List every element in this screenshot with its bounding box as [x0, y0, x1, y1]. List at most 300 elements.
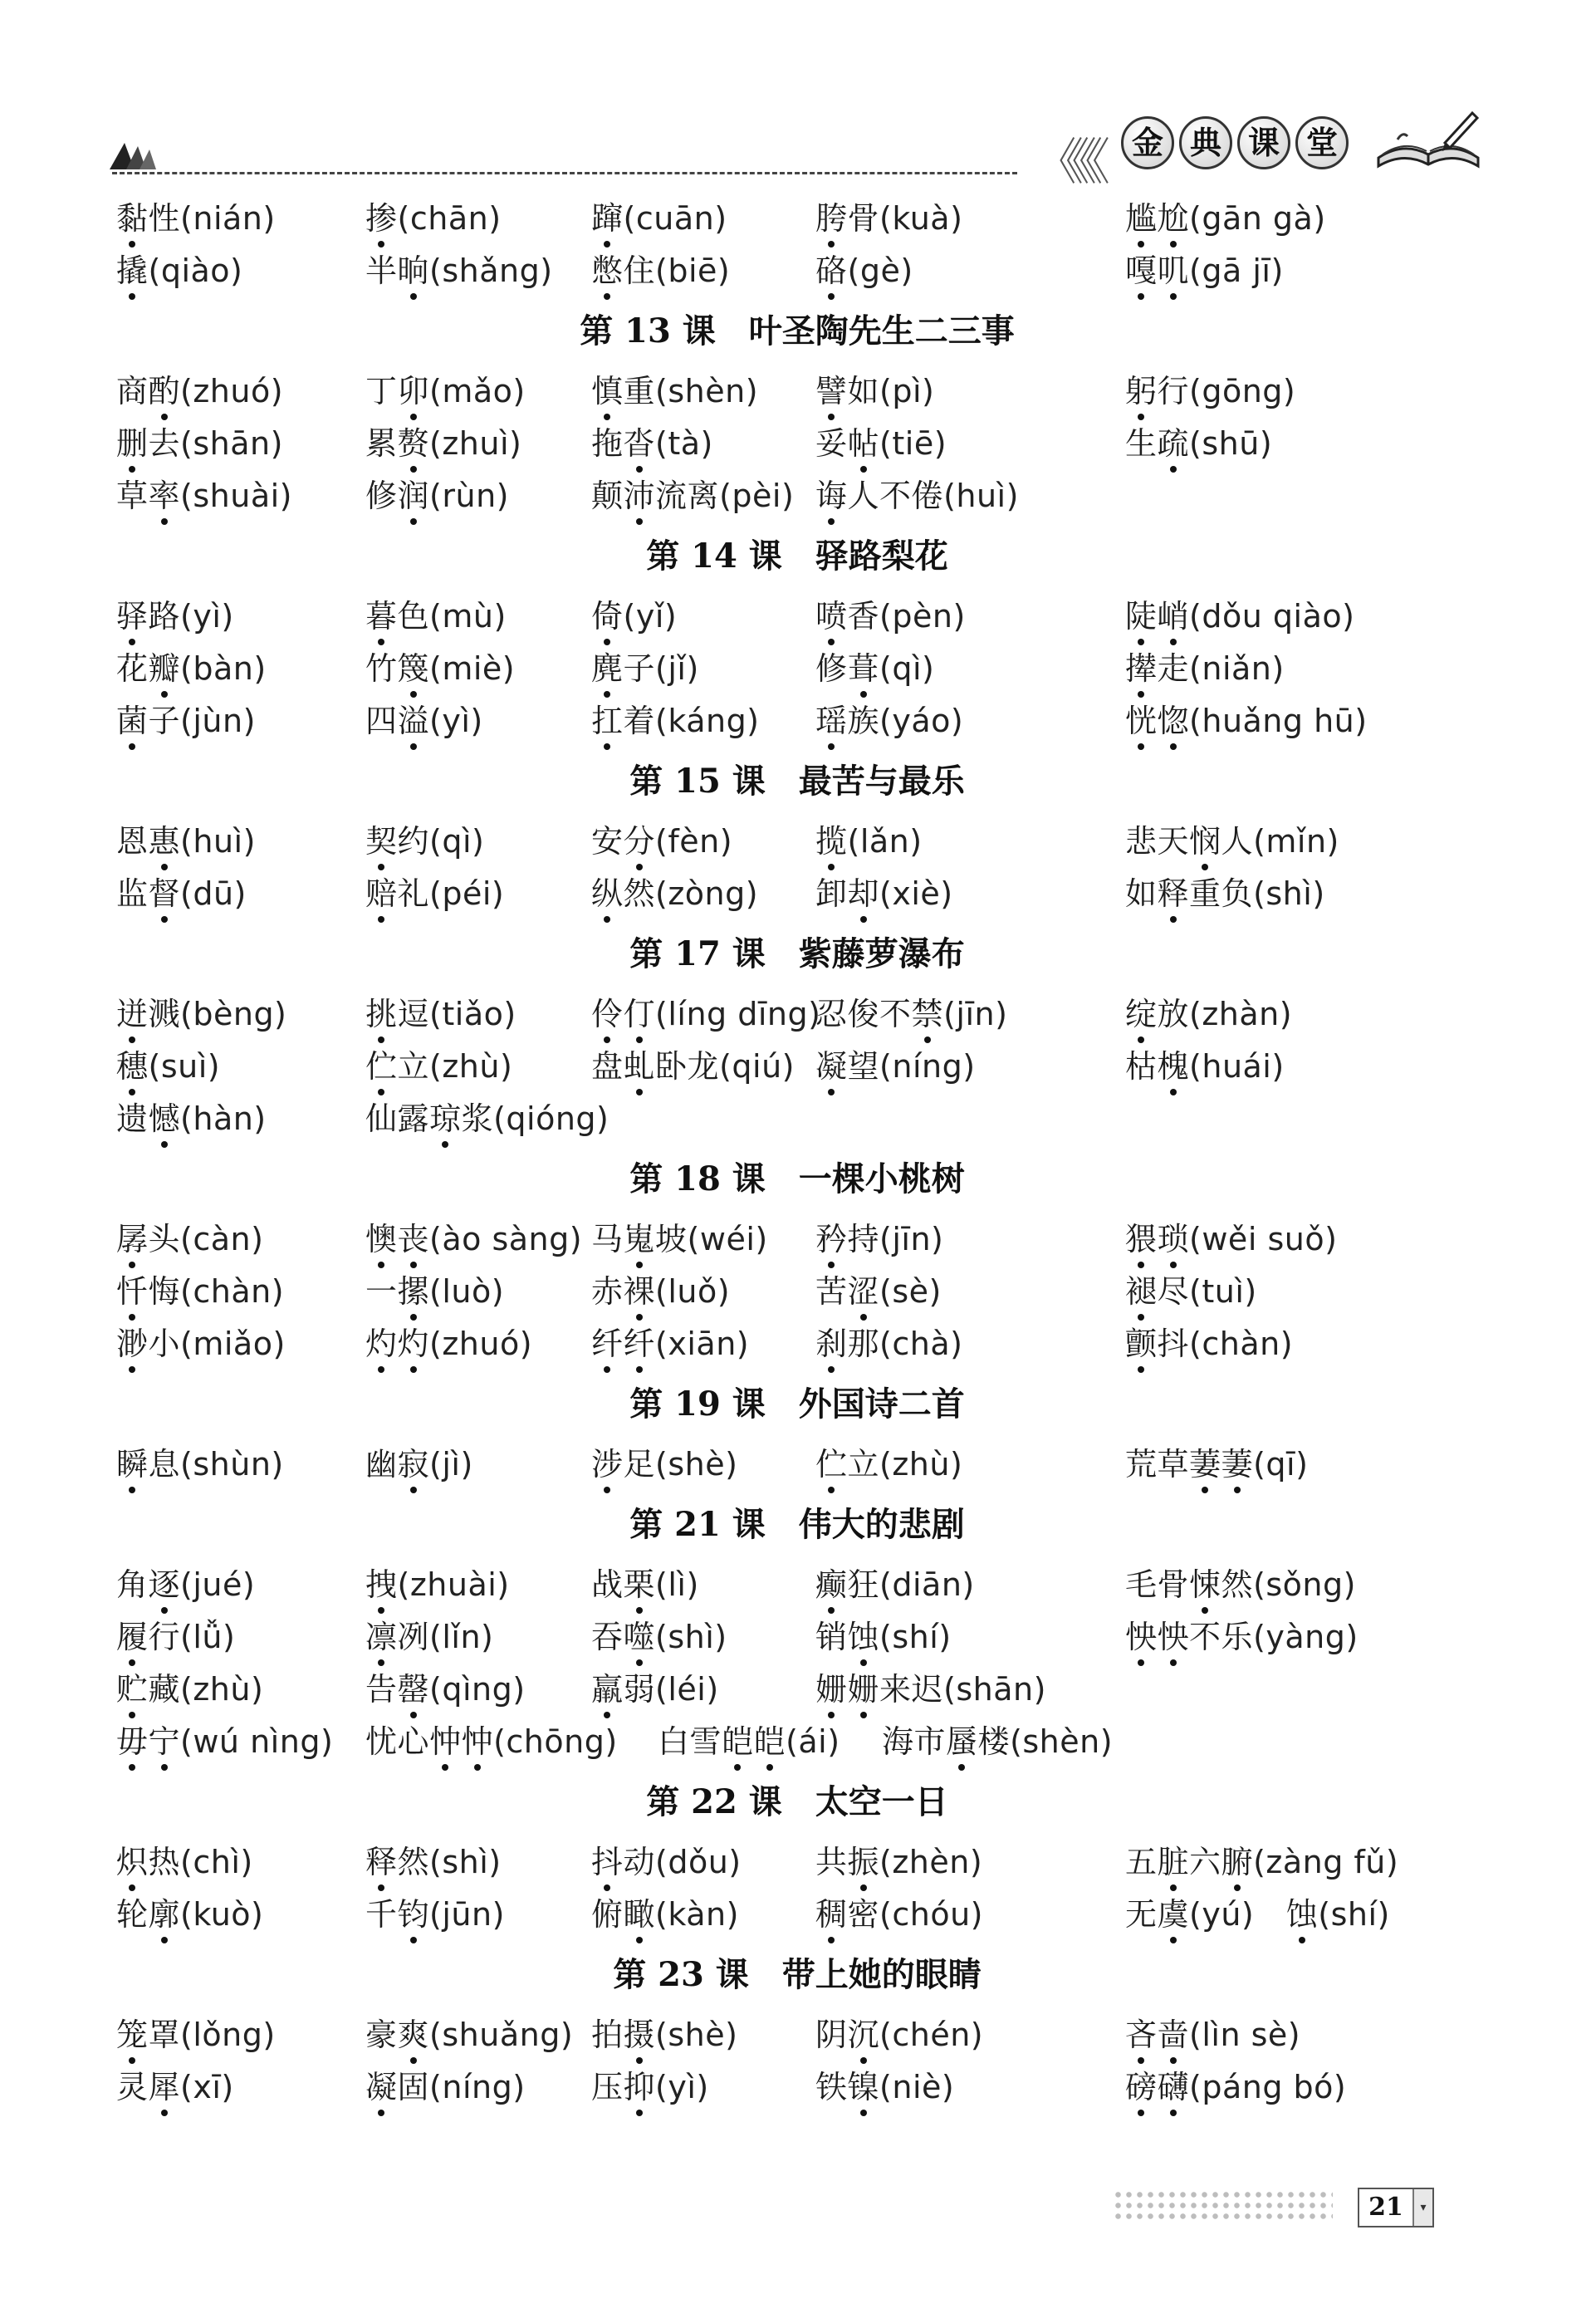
entry-pinyin: (luò): [429, 1273, 505, 1310]
underdot-char: 褪: [1125, 1266, 1158, 1318]
underdot-char: 灼: [365, 1318, 398, 1370]
char: 马: [591, 1221, 624, 1257]
char: 苦: [815, 1273, 848, 1310]
vocab-entry: [815, 1266, 942, 1318]
entry-word: [116, 1446, 180, 1483]
char: 立: [397, 1048, 430, 1085]
entry-pinyin: (huì): [180, 823, 256, 860]
char: 走: [1157, 650, 1190, 687]
underdot-char: 却: [848, 868, 880, 920]
vocab-entry: [365, 695, 483, 747]
vocab-entry: [591, 988, 820, 1041]
char: 路: [148, 598, 181, 635]
footer-dot-pattern: [1113, 2189, 1333, 2223]
underdot-char: 沉: [848, 2009, 880, 2061]
entry-pinyin: (líng dīng): [655, 996, 821, 1032]
underdot-char: 伫: [365, 1041, 398, 1093]
vocab-entry: [815, 591, 966, 643]
char: 负: [1221, 875, 1254, 912]
vocab-entry: [815, 1041, 976, 1093]
entry-word: [815, 200, 879, 237]
char: 重: [1189, 875, 1221, 912]
vocab-entry: [815, 1664, 1046, 1716]
lesson-number: 第 13 课: [580, 311, 716, 350]
underdot-char: 拽: [365, 1559, 398, 1611]
entry-word: [116, 703, 180, 739]
entry-word: [1125, 2017, 1189, 2053]
underdot-char: 惚: [1158, 695, 1190, 747]
underdot-char: 揽: [815, 816, 848, 868]
vocab-entry: [116, 245, 242, 297]
char: 六: [1189, 1844, 1221, 1880]
vocab-entry: [116, 988, 286, 1041]
underdot-char: 毋: [116, 1716, 149, 1768]
char: 立: [847, 1446, 880, 1483]
entry-pinyin: (diān): [879, 1566, 975, 1603]
char: 一: [365, 1273, 398, 1310]
underdot-char: 颤: [1125, 1318, 1158, 1370]
vocab-entry: [365, 1318, 532, 1370]
entry-word: [365, 1100, 493, 1137]
underdot-char: 稠: [815, 1889, 848, 1941]
vocab-row: [116, 988, 1478, 1041]
entry-pinyin: (wěi suǒ): [1189, 1221, 1338, 1257]
entry-word: [365, 200, 398, 237]
vocab-entry: [116, 1438, 284, 1491]
entry-word: [591, 1844, 655, 1880]
entry-pinyin: (shèn): [1010, 1723, 1114, 1760]
entry-word: [365, 252, 429, 289]
entry-pinyin: (yì): [180, 598, 234, 635]
char: 拍: [591, 2017, 624, 2053]
entry-pinyin: (cuān): [623, 200, 727, 237]
underdot-char: 诲: [815, 470, 848, 522]
underdot-char: 磅: [1125, 2061, 1158, 2114]
vocab-entry: [815, 470, 1019, 522]
entry-pinyin: (yú): [1189, 1896, 1255, 1933]
underdot-char: 萋: [1221, 1438, 1254, 1491]
vocab-entry: [591, 365, 758, 418]
vocab-entry: [815, 1559, 975, 1611]
vocab-entry: [591, 868, 758, 920]
char: 住: [623, 252, 656, 289]
char: 来: [879, 1671, 912, 1708]
lesson-heading: [116, 1941, 1478, 2009]
vocab-entry: [591, 193, 727, 245]
entry-word: [365, 478, 429, 514]
char: 重: [623, 373, 656, 409]
vocab-entry: [365, 1664, 526, 1716]
vocab-entry: [365, 365, 526, 418]
entry-pinyin: (péi): [429, 875, 505, 912]
char: 荒: [1125, 1446, 1158, 1483]
underdot-char: 忏: [116, 1266, 149, 1318]
entry-word: [365, 1566, 398, 1603]
underdot-char: 猥: [1125, 1213, 1158, 1266]
vocab-entry: [591, 1213, 768, 1266]
brand-char: 课: [1237, 116, 1290, 169]
lesson-heading: [116, 297, 1478, 365]
char: 乐: [1221, 1619, 1254, 1655]
entry-word: [365, 1273, 429, 1310]
underdot-char: 怏: [1158, 1611, 1190, 1664]
brand-char: 金: [1121, 116, 1174, 169]
entry-pinyin: (shì): [655, 1619, 727, 1655]
lesson-number: 第 21 课: [629, 1505, 766, 1544]
entry-pinyin: (gōng): [1189, 373, 1296, 409]
char: 雪: [689, 1723, 722, 1760]
entry-pinyin: (lǒng): [180, 2017, 276, 2053]
entry-word: [1125, 1326, 1189, 1362]
underdot-char: 释: [1158, 868, 1190, 920]
lesson-heading: [116, 522, 1478, 591]
entry-word: [815, 2069, 879, 2105]
entry-pinyin: (zhuì): [429, 425, 522, 462]
char: 仙: [365, 1100, 398, 1137]
underdot-char: 凛: [365, 1611, 398, 1664]
entry-pinyin: (yì): [429, 703, 483, 739]
char: 望: [847, 1048, 880, 1085]
underdot-char: 分: [624, 816, 656, 868]
underdot-char: 琐: [1158, 1213, 1190, 1266]
char: 倦: [911, 478, 944, 514]
underdot-char: 矜: [815, 1213, 848, 1266]
entry-word: [365, 703, 429, 739]
entry-pinyin: (chān): [397, 200, 502, 237]
vocab-entry: [591, 695, 760, 747]
underdot-char: 硌: [815, 245, 848, 297]
entry-word: [882, 1723, 1010, 1760]
vocab-row: [116, 1213, 1478, 1266]
char: 安: [591, 823, 624, 860]
lesson-title: 紫藤萝瀑布: [798, 934, 965, 973]
entry-pinyin: (qī): [1253, 1446, 1309, 1483]
underdot-char: 腑: [1221, 1836, 1254, 1889]
underdot-char: 癫: [815, 1559, 848, 1611]
entry-pinyin: (suì): [148, 1048, 221, 1085]
header-chevrons-icon: 《《《: [1034, 134, 1099, 192]
underdot-char: 禁: [912, 988, 944, 1041]
entry-pinyin: (shū): [1189, 425, 1273, 462]
vocab-entry: [1125, 816, 1339, 868]
char: 销: [815, 1619, 848, 1655]
entry-pinyin: (gān gà): [1189, 200, 1326, 237]
char: 压: [591, 2069, 624, 2105]
char: 狂: [847, 1566, 880, 1603]
char: 逗: [397, 996, 430, 1032]
entry-word: [116, 1619, 180, 1655]
entry-pinyin: (mù): [429, 598, 507, 635]
vocab-entry: [815, 245, 913, 297]
char: 色: [397, 598, 430, 635]
page-number: 21: [1368, 2193, 1403, 2222]
char: 尽: [1157, 1273, 1190, 1310]
underdot-char: 删: [116, 418, 149, 470]
underdot-char: 赘: [398, 418, 430, 470]
entry-word: [116, 598, 180, 635]
entry-word: [365, 1844, 429, 1880]
underdot-char: 瑶: [815, 695, 848, 747]
underdot-char: 怏: [1125, 1611, 1158, 1664]
entry-pinyin: (chén): [879, 2017, 984, 2053]
char: 楼: [977, 1723, 1011, 1760]
underdot-char: 廓: [149, 1889, 181, 1941]
underdot-char: 晌: [398, 245, 430, 297]
vocab-row: [116, 1836, 1478, 1889]
char: 生: [1125, 425, 1158, 462]
underdot-char: 宁: [149, 1716, 181, 1768]
entry-pinyin: (shí): [1318, 1896, 1390, 1933]
char: 白: [658, 1723, 690, 1760]
char: 然: [623, 875, 656, 912]
char: 战: [591, 1566, 624, 1603]
vocab-entry: [365, 470, 509, 522]
lesson-number: 第 18 课: [629, 1159, 766, 1198]
underdot-char: 伫: [815, 1438, 848, 1491]
char: 流: [655, 478, 688, 514]
underdot-char: 纤: [591, 1318, 624, 1370]
char: 俯: [591, 1896, 624, 1933]
vocab-entry: [1125, 695, 1368, 747]
lesson-title: 外国诗二首: [798, 1384, 965, 1424]
char: 千: [365, 1896, 398, 1933]
entry-word: [1125, 1221, 1189, 1257]
entry-word: [116, 2069, 180, 2105]
vocab-entry: [365, 816, 484, 868]
underdot-char: 寂: [398, 1438, 430, 1491]
entry-word: [591, 1619, 655, 1655]
char: 半: [365, 252, 398, 289]
vocab-row: [116, 695, 1478, 747]
underdot-char: 脏: [1158, 1836, 1190, 1889]
entry-word: [1125, 2069, 1189, 2105]
underdot-char: 虞: [1158, 1889, 1190, 1941]
vocab-entry: [815, 418, 947, 470]
entry-word: [591, 1446, 655, 1483]
entry-pinyin: (jīn): [943, 996, 1008, 1032]
entry-pinyin: (jīn): [879, 1221, 944, 1257]
char: 族: [847, 703, 880, 739]
char: 轮: [116, 1896, 149, 1933]
underdot-char: 涉: [591, 1438, 624, 1491]
entry-pinyin: (pèn): [879, 598, 966, 635]
vocab-entry: [365, 2061, 526, 2114]
vocab-entry: [116, 1041, 220, 1093]
entry-pinyin: (shì): [1253, 875, 1325, 912]
vocab-entry: [1125, 1266, 1257, 1318]
char: 罩: [148, 2017, 181, 2053]
entry-pinyin: (shān): [943, 1671, 1046, 1708]
entry-pinyin: (xī): [180, 2069, 234, 2105]
underdot-char: 爽: [398, 2009, 430, 2061]
underdot-char: 皑: [722, 1716, 754, 1768]
underdot-char: 渺: [116, 1318, 149, 1370]
entry-pinyin: (yì): [655, 2069, 709, 2105]
entry-word: [1125, 1446, 1253, 1483]
underdot-char: 炽: [116, 1836, 149, 1889]
char: 颠: [591, 478, 624, 514]
vocab-entry: [116, 470, 292, 522]
underdot-char: 悯: [1189, 816, 1221, 868]
char: 监: [116, 875, 149, 912]
entry-pinyin: (shè): [655, 1446, 738, 1483]
char: 人: [1221, 823, 1254, 860]
entry-pinyin: (yàng): [1253, 1619, 1359, 1655]
vocab-entry: [815, 868, 953, 920]
entry-pinyin: (gā jī): [1189, 252, 1284, 289]
underdot-char: 蚀: [848, 1611, 880, 1664]
vocab-row: [116, 365, 1478, 418]
char: 子: [148, 703, 181, 739]
underdot-char: 栗: [624, 1559, 656, 1611]
char: 然: [397, 1844, 430, 1880]
entry-word: [815, 1273, 879, 1310]
entry-pinyin: (niè): [879, 2069, 955, 2105]
entry-word: [1125, 598, 1189, 635]
entry-pinyin: (mǐn): [1253, 823, 1339, 860]
entry-word: [1125, 1273, 1189, 1310]
underdot-char: 刹: [815, 1318, 848, 1370]
entry-pinyin: (qióng): [493, 1100, 610, 1137]
entry-word: [116, 425, 180, 462]
underdot-char: 灼: [398, 1318, 430, 1370]
vocab-entry: [591, 1611, 727, 1664]
char: 约: [397, 823, 430, 860]
underdot-char: 抖: [591, 1836, 624, 1889]
vocab-row: [116, 1438, 1478, 1491]
char: 豪: [365, 2017, 398, 2053]
entry-word: [365, 1326, 429, 1362]
entry-pinyin: (xiān): [655, 1326, 750, 1362]
underdot-char: 挑: [365, 988, 398, 1041]
lesson-heading: [116, 1370, 1478, 1438]
underdot-char: 抑: [624, 2061, 656, 2114]
underdot-char: 逐: [149, 1559, 181, 1611]
underdot-char: 嵬: [624, 1213, 656, 1266]
entry-word: [815, 1566, 879, 1603]
chevron-down-icon: ▾: [1412, 2189, 1432, 2226]
vocab-entry: [815, 695, 963, 747]
char: 天: [1157, 823, 1190, 860]
entry-word: [815, 425, 879, 462]
entry-word: [116, 200, 180, 237]
underdot-char: 纤: [624, 1318, 656, 1370]
entry-word: [591, 252, 655, 289]
lesson-title: 一棵小桃树: [798, 1159, 965, 1198]
entry-pinyin: (zhàn): [1189, 996, 1293, 1032]
char: 四: [365, 703, 398, 739]
entry-pinyin: (shān): [180, 425, 283, 462]
entry-word: [1125, 1896, 1189, 1933]
entry-pinyin: (shǎng): [429, 252, 553, 289]
entry-pinyin: (tà): [655, 425, 713, 462]
entry-word: [591, 1896, 655, 1933]
entry-pinyin: (dǒu qiào): [1189, 598, 1355, 635]
vocab-entry: [116, 816, 256, 868]
entry-word: [116, 1671, 180, 1708]
entry-pinyin: (shí): [879, 1619, 952, 1655]
underdot-char: 憾: [149, 1093, 181, 1145]
entry-word: [815, 1844, 879, 1880]
vocab-entry: [365, 2009, 573, 2061]
entry-pinyin: (chà): [879, 1326, 963, 1362]
entry-pinyin: (bèng): [180, 996, 287, 1032]
char: 露: [397, 1100, 430, 1137]
char: 弱: [623, 1671, 656, 1708]
entry-word: [591, 2069, 655, 2105]
char: 幽: [365, 1446, 398, 1483]
underdot-char: 润: [398, 470, 430, 522]
entry-word: [815, 2017, 879, 2053]
underdot-char: 倚: [591, 591, 624, 643]
underdot-char: 沛: [624, 470, 656, 522]
entry-pinyin: (niǎn): [1189, 650, 1285, 687]
vocab-entry: [1125, 1836, 1398, 1889]
underdot-char: 撬: [116, 245, 149, 297]
entry-pinyin: (jùn): [180, 703, 256, 739]
vocab-entry: [116, 2009, 276, 2061]
entry-word: [365, 1619, 429, 1655]
vocab-entry: [116, 1611, 235, 1664]
lesson-number: 第 22 课: [646, 1782, 782, 1821]
entry-pinyin: (rùn): [429, 478, 509, 514]
entry-word: [815, 875, 879, 912]
underdot-char: 忡: [429, 1716, 462, 1768]
underdot-char: 嘎: [1125, 245, 1158, 297]
entry-word: [1125, 1566, 1253, 1603]
entry-word: [591, 1221, 688, 1257]
char: 累: [365, 425, 398, 462]
char: 赤: [591, 1273, 624, 1310]
vocab-entry: [591, 245, 730, 297]
underdot-char: 蜃: [946, 1716, 978, 1768]
vocab-entry: [591, 418, 713, 470]
char: 如: [847, 373, 880, 409]
entry-pinyin: (kuò): [180, 1896, 264, 1933]
entry-pinyin: (qì): [879, 650, 935, 687]
entry-word: [1125, 200, 1189, 237]
char: 溅: [148, 996, 181, 1032]
char: 坡: [655, 1221, 688, 1257]
underdot-char: 礴: [1158, 2061, 1190, 2114]
vocab-entry: [591, 816, 732, 868]
char: 妥: [815, 425, 848, 462]
char: 冽: [397, 1619, 430, 1655]
vocab-row: [116, 193, 1478, 245]
char: 告: [365, 1671, 398, 1708]
entry-word: [1125, 823, 1253, 860]
underdot-char: 尬: [1158, 193, 1190, 245]
entry-word: [365, 1221, 429, 1257]
char: 遗: [116, 1100, 149, 1137]
vocab-entry: [815, 2061, 954, 2114]
vocab-entry: [365, 1041, 512, 1093]
entry-word: [815, 1619, 879, 1655]
vocab-entry: [1125, 1041, 1285, 1093]
entry-pinyin: (lì): [655, 1566, 699, 1603]
entry-pinyin: (shuài): [180, 478, 292, 514]
char: 性: [148, 200, 181, 237]
underdot-char: 凝: [365, 2061, 398, 2114]
entry-word: [658, 1723, 786, 1760]
underdot-char: 罄: [398, 1664, 430, 1716]
char: 盘: [591, 1048, 624, 1085]
header-dashed-rule: [112, 172, 1017, 174]
char: 固: [397, 2069, 430, 2105]
entry-pinyin: (wú nìng): [180, 1723, 334, 1760]
underdot-char: 慎: [591, 365, 624, 418]
entry-word: [815, 1048, 879, 1085]
